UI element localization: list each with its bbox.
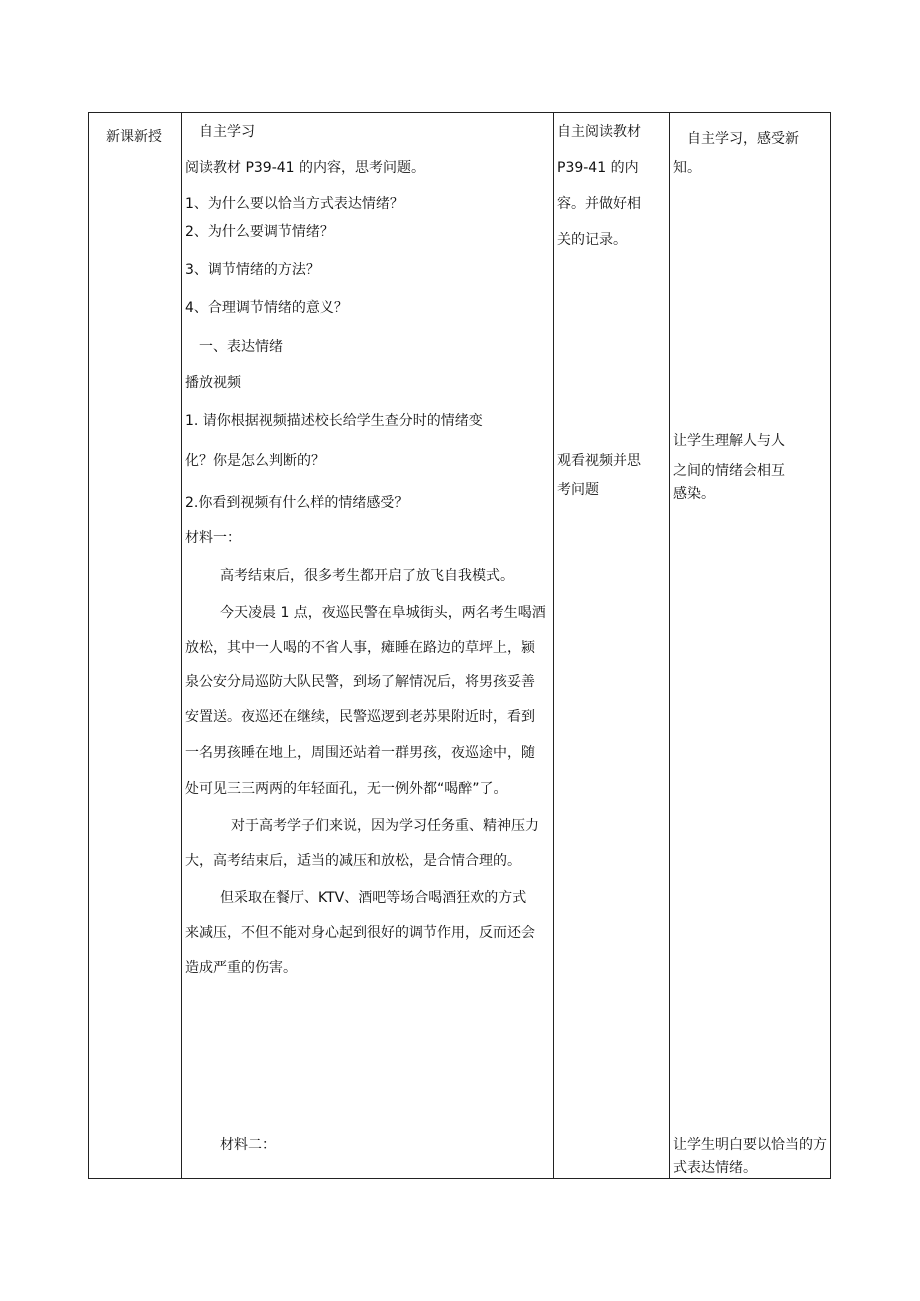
question-1: 1、为什么要以恰当方式表达情绪？	[185, 196, 404, 212]
design-intent-text: 让学生理解人与人	[673, 433, 785, 449]
material-1-paragraph: 处可见三三两两的年轻面孔，无一例外都“喝醉”了。	[185, 781, 508, 797]
column-divider	[553, 113, 554, 1178]
play-video-label: 播放视频	[185, 375, 241, 391]
stage-label: 新课新授	[106, 129, 162, 145]
material-1-paragraph: 安置送。夜巡还在继续，民警巡逻到老苏果附近时，看到	[185, 709, 535, 725]
design-intent-text: 感染。	[673, 486, 715, 502]
material-2-title: 材料二：	[220, 1137, 276, 1153]
video-question-1-cont: 化？你是怎么判断的？	[185, 453, 325, 469]
material-1-paragraph: 来减压，不但不能对身心起到很好的调节作用，反而还会	[185, 925, 535, 941]
material-1-paragraph: 一名男孩睡在地上，周围还站着一群男孩，夜巡途中，随	[185, 745, 535, 761]
material-1-paragraph: 高考结束后，很多考生都开启了放飞自我模式。	[220, 568, 514, 584]
student-activity-text: 关的记录。	[557, 232, 627, 248]
student-activity-text: 容。并做好相	[557, 196, 641, 212]
student-activity-text: P39-41 的内	[557, 160, 639, 176]
question-2: 2、为什么要调节情绪？	[185, 224, 334, 240]
material-1-paragraph: 但采取在餐厅、KTV、酒吧等场合喝酒狂欢的方式	[220, 890, 527, 906]
material-1-paragraph: 泉公安分局巡防大队民警，到场了解情况后，将男孩妥善	[185, 674, 535, 690]
material-1-title: 材料一：	[185, 530, 241, 546]
student-activity-text: 考问题	[557, 482, 599, 498]
student-activity-text: 自主阅读教材	[557, 124, 641, 140]
column-divider	[669, 113, 670, 1178]
design-intent-text: 让学生明白要以恰当的方	[673, 1137, 827, 1153]
design-intent-text: 式表达情绪。	[673, 1160, 757, 1176]
material-1-paragraph: 对于高考学子们来说，因为学习任务重、精神压力	[231, 818, 539, 834]
design-intent-text: 之间的情绪会相互	[673, 463, 785, 479]
lesson-plan-table	[88, 112, 831, 1179]
design-intent-text: 自主学习，感受新	[687, 131, 799, 147]
column-divider	[181, 113, 182, 1178]
question-3: 3、调节情绪的方法？	[185, 262, 320, 278]
material-1-paragraph: 大，高考结束后，适当的减压和放松，是合情合理的。	[185, 853, 521, 869]
video-question-1: 1. 请你根据视频描述校长给学生查分时的情绪变	[185, 413, 483, 429]
section-heading: 一、表达情绪	[199, 339, 283, 355]
material-1-paragraph: 造成严重的伤害。	[185, 960, 297, 976]
video-question-2: 2.你看到视频有什么样的情绪感受？	[185, 495, 409, 511]
reading-instruction: 阅读教材 P39-41 的内容，思考问题。	[185, 160, 426, 176]
material-1-paragraph: 今天凌晨 1 点，夜巡民警在阜城街头，两名考生喝酒	[220, 605, 546, 621]
self-study-heading: 自主学习	[199, 124, 255, 140]
question-4: 4、合理调节情绪的意义？	[185, 300, 348, 316]
material-1-paragraph: 放松，其中一人喝的不省人事，瘫睡在路边的草坪上，颍	[185, 640, 535, 656]
student-activity-text: 观看视频并思	[557, 453, 641, 469]
design-intent-text: 知。	[673, 160, 701, 176]
